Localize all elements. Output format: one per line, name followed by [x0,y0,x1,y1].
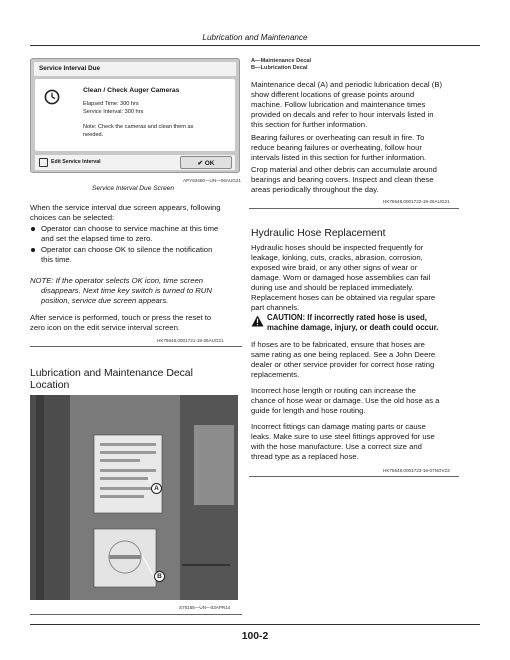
message-title: Clean / Check Auger Cameras [83,87,180,94]
screen-title: Service Interval Due [34,62,236,76]
para-3-line: areas periodically throughout the day. [251,185,379,194]
ok-button[interactable] [180,156,232,169]
caution-line-1: CAUTION: If incorrectly rated hose is used, [267,313,427,322]
check-icon: ✔ [197,160,205,167]
note-line-3: position, service due screen appears. [41,296,169,305]
para-7-line: thread type as a replaced hose. [251,452,359,461]
bullet-marker [31,227,35,231]
photo-code: S75155—UN—03APR14 [179,605,231,610]
screen-note-cont: needed. [83,132,104,138]
ok-label: OK [204,160,215,167]
para-4-line: damage. Worn or damaged hose assemblies can fail [251,273,431,282]
reference-code: HK75648,0001722-19-26AUG21 [383,199,450,204]
section-rule [30,346,242,347]
decal-location-photo [30,395,238,600]
edit-service-interval-label: Edit Service Interval [51,159,101,165]
intro-line-2: choices can be selected: [30,213,115,222]
bullet-1-line-2: and set the elapsed time to zero. [41,234,153,243]
para-1-line: machine. Follow lubrication and maintenance times [251,100,426,109]
para-5-line: same rating as one being replaced. See a John Deere [251,350,436,359]
service-interval-value: Service Interval: 300 hrs [83,109,144,115]
para-7-line: with the hose manufacture. Use a correct size and [251,442,422,451]
para-3-line: Crop material and other debris can accumulate around [251,165,437,174]
section-title-cont: Location [30,380,70,391]
para-4-line: leakage, kinking, cuts, cracks, abrasion, corrosion, [251,253,423,262]
callout-a: A [151,483,162,494]
section-title: Lubrication and Maintenance Decal [30,368,193,379]
header-rule [30,45,480,46]
bullet-2-line-1: Operator can choose OK to silence the notification [41,245,213,254]
section-title: Hydraulic Hose Replacement [251,228,386,239]
para-1-line: provided on decals and refer to hour intervals listed in [251,110,434,119]
para-4-line: exposed wire braid, or any other signs of wear or [251,263,418,272]
legend-b: B—Lubrication Decal [251,65,308,71]
para-2-line: Bearing failures or overheating can result in fire. To [251,133,425,142]
intro-line-1: When the service interval due screen appears, following [30,203,221,212]
section-rule [30,614,242,615]
screen-note: Note: Check the cameras and clean them as [83,124,194,130]
para-4-line: Replacement hoses can be obtained via regular spare [251,293,436,302]
para-2-line: intervals listed in this section for further information. [251,153,427,162]
bullet-2-line-2: this time. [41,255,72,264]
para-4-line: Hydraulic hoses should be inspected frequently for [251,243,424,252]
para-5-line: If hoses are to be fabricated, ensure that hoses are [251,340,425,349]
after-service-line-1: After service is performed, touch or press the reset to [30,313,212,322]
para-4-line: part channels. [251,303,300,312]
para-4-line: during use and should be replaced immediately. [251,283,414,292]
para-5-line: replacements. [251,370,300,379]
reference-code: HK75648,0001721-19-26AUG21 [157,338,224,343]
para-6-line: chance of hose wear or damage. Use the old hose as a [251,396,440,405]
figure-caption: Service Interval Due Screen [92,185,175,192]
bullet-1-line-1: Operator can choose to service machine at this time [41,224,219,233]
after-service-line-2: zero icon on the edit service interval screen. [30,323,180,332]
section-rule [249,208,459,209]
page-number: 100-2 [241,631,269,642]
figure-code: APY63480—UN—06AUG21 [183,178,241,183]
para-6-line: Incorrect hose length or routing can increase the [251,386,416,395]
para-6-line: guide for length and hose routing. [251,406,366,415]
para-7-line: Incorrect fittings can damage mating parts or cause [251,422,426,431]
para-7-line: leaks. Make sure to use steel fittings approved for use [251,432,435,441]
edit-service-interval-button[interactable] [37,157,132,168]
elapsed-time: Elapsed Time: 300 hrs [83,101,139,107]
screen-footer [35,155,235,170]
reference-code: HK75648,0001723-19-07NOV23 [383,468,450,473]
caution-line-2: machine damage, injury, or death could occur. [267,323,439,332]
warning-icon [251,315,264,327]
screen-message-panel [35,79,235,151]
para-5-line: dealer or other service provider for correct hose rating [251,360,435,369]
service-interval-screen [30,58,240,173]
para-1-line: this section for further information. [251,120,368,129]
page-header: Lubrication and Maintenance [202,33,308,42]
clock-icon [44,89,60,105]
section-rule [249,476,459,477]
footer-rule [30,624,480,625]
para-1-line: show different locations of grease points around [251,90,415,99]
para-1-line: Maintenance decal (A) and periodic lubrication decal (B) [251,80,443,89]
machine-panel-illustration [30,395,238,600]
note-line-2: disappears. Next time key switch is turned to RUN [41,286,212,295]
para-2-line: reduce bearing failures or overheating, follow hour [251,143,422,152]
bullet-marker [31,248,35,252]
note-line-1: NOTE: If the operator selects OK icon, time screen [30,276,204,285]
para-3-line: bearings and bearing covers. Inspect and clean these [251,175,434,184]
legend-a: A—Maintenance Decal [251,58,311,64]
callout-b: B [154,571,165,582]
edit-icon [39,158,48,167]
